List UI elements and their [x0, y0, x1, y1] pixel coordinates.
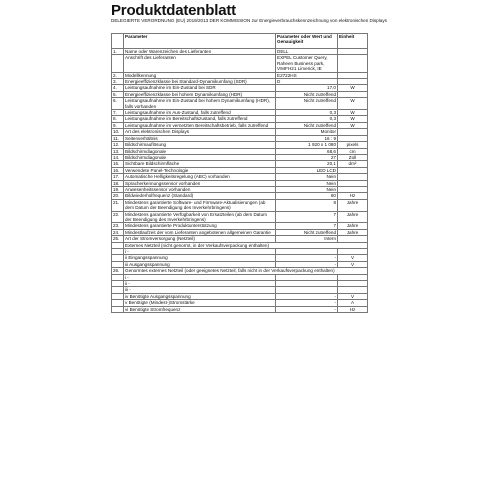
row-unit: W: [338, 110, 368, 116]
row-parameter: Energieeffizienzklasse bei hohem Dynamikumfang (HDR): [124, 91, 276, 97]
row-value: -: [276, 293, 338, 299]
row-unit: W: [338, 116, 368, 122]
row-parameter: Mindestens garantierte Software- und Firmware-Aktualisierungen (ab dem Datum der Beendigung des Inverkehrbringens): [124, 199, 276, 211]
row-unit: Jahre: [338, 229, 368, 235]
row-parameter: Modellkennung: [124, 72, 276, 78]
row-value: 7: [276, 223, 338, 229]
row-parameter: Leistungsaufnahme im vernetzten Bereitschaftsbetrieb, falls zutreffend: [124, 122, 276, 128]
regulation-intro: DELEGIERTE VERORDNUNG (EU) 2019/2013 DER KOMMISSION zur Energieverbrauchskennzeichnung von elektronischen Displays: [111, 18, 387, 23]
row-parameter: iii Ausgangsspannung: [124, 261, 276, 267]
row-parameter: ii -: [124, 281, 276, 287]
row-value: 7: [276, 211, 338, 223]
row-parameter: Bildschirmdiagonale: [124, 154, 276, 160]
row-value: Monitor: [276, 129, 338, 135]
row-number: 20.: [112, 193, 124, 199]
row-number: 19.: [112, 186, 124, 192]
row-value: -: [276, 306, 338, 312]
header-value: Parameter oder Wert und Genauigkeit: [276, 34, 338, 49]
row-value: 0,3: [276, 116, 338, 122]
row-unit: Hz: [338, 193, 368, 199]
header-number: [112, 34, 124, 49]
row-unit: W: [338, 98, 368, 110]
table-row: [112, 116, 368, 122]
table-row: [112, 55, 368, 72]
row-value: EXPEL Customer Query, Raheen Business park, V94FH21 Limerick, IE: [276, 55, 338, 72]
row-number: [112, 55, 124, 72]
row-unit: [338, 55, 368, 72]
page-title: Produktdatenblatt: [111, 2, 236, 19]
table-row: [112, 306, 368, 312]
table-row: [112, 98, 368, 110]
row-number: 10.: [112, 129, 124, 135]
row-value: Nicht zutreffend: [276, 91, 338, 97]
row-unit: V: [338, 293, 368, 299]
row-unit: cm: [338, 148, 368, 154]
row-unit: Jahre: [338, 199, 368, 211]
row-value: -: [276, 300, 338, 306]
datasheet-table: [111, 33, 368, 313]
row-number: 14.: [112, 154, 124, 160]
row-unit: V: [338, 261, 368, 267]
row-parameter: Mindestlaufzeit der vom Lieferanten angebotenen allgemeinen Garantie: [124, 229, 276, 235]
row-number: 26.: [112, 268, 124, 274]
row-value: Nein: [276, 174, 338, 180]
row-number: 21.: [112, 199, 124, 211]
row-parameter: iii -: [124, 287, 276, 293]
row-value: E2722HS: [276, 72, 338, 78]
row-parameter: Genormtes externes Netzteil (oder geeignetes Netzteil, falls nicht in der Verkaufsverpackung enthalten): [124, 268, 368, 274]
row-value: 20,1: [276, 161, 338, 167]
row-number: 6.: [112, 98, 124, 110]
row-unit: W: [338, 122, 368, 128]
row-value: D: [276, 79, 338, 85]
row-unit: Zoll: [338, 154, 368, 160]
row-parameter: Bildschirmauflösung: [124, 142, 276, 148]
row-value: Nicht zutreffend: [276, 122, 338, 128]
row-unit: W: [338, 85, 368, 91]
row-parameter: Seitenverhältnis: [124, 135, 276, 141]
table-row: [112, 211, 368, 223]
row-number: 7.: [112, 110, 124, 116]
row-value: DELL: [276, 49, 338, 55]
row-number: 2.: [112, 72, 124, 78]
row-number: 18.: [112, 180, 124, 186]
row-parameter: iv Benötigte Ausgangsspannung: [124, 293, 276, 299]
row-number: 3.: [112, 79, 124, 85]
row-value: 27: [276, 154, 338, 160]
row-parameter: i -: [124, 274, 276, 280]
row-number: 16.: [112, 167, 124, 173]
row-parameter: Sichtbare Bildschirmfläche: [124, 161, 276, 167]
row-unit: Jahre: [338, 211, 368, 223]
row-parameter: Bildwiederholfrequenz (Standard): [124, 193, 276, 199]
row-number: 22.: [112, 211, 124, 223]
row-unit: Jahre: [338, 223, 368, 229]
table-row: [112, 199, 368, 211]
row-number: 25.: [112, 236, 124, 242]
row-value: 0,3: [276, 110, 338, 116]
row-parameter: ii Eingangsspannung: [124, 255, 276, 261]
row-value: Intern: [276, 236, 338, 242]
row-number: 24.: [112, 229, 124, 235]
row-parameter: Art der Stromversorgung (Netzteil): [124, 236, 276, 242]
row-value: Nicht zutreffend: [276, 98, 338, 110]
table-row: [112, 122, 368, 128]
header-unit: Einheit: [338, 34, 368, 49]
row-parameter: Verwendete Panel-Technologie: [124, 167, 276, 173]
row-number: 12.: [112, 142, 124, 148]
row-value: 60: [276, 193, 338, 199]
row-parameter: Anwesenheitssensor vorhanden: [124, 186, 276, 192]
row-parameter: Leistungsaufnahme im Ein-Zustand bei SDR: [124, 85, 276, 91]
row-value: 17,0: [276, 85, 338, 91]
row-unit: Hz: [338, 306, 368, 312]
row-parameter: Energieeffizienzklasse bei Standard-Dynamikumfang (SDR): [124, 79, 276, 85]
row-number: 23.: [112, 223, 124, 229]
table-row: [112, 268, 368, 274]
row-parameter: Leistungsaufnahme im Bereitschaftszustand, falls zutreffend: [124, 116, 276, 122]
table-row: [112, 229, 368, 235]
row-value: 16 : 9: [276, 135, 338, 141]
row-parameter: Spracherkennungssensor vorhanden: [124, 180, 276, 186]
row-number: 17.: [112, 174, 124, 180]
row-parameter: Externes Netzteil (nicht genormt, in der Verkaufsverpackung enthalten): [124, 242, 368, 248]
row-parameter: Automatische Helligkeitsregelung (ABC) vorhanden: [124, 174, 276, 180]
row-value: 1 920 x 1 080: [276, 142, 338, 148]
row-parameter: i -: [124, 249, 276, 255]
row-number: 5.: [112, 91, 124, 97]
row-unit: A: [338, 300, 368, 306]
row-number: 1.: [112, 49, 124, 55]
row-parameter: vi Benötigte Stromfrequenz: [124, 306, 276, 312]
row-number: 13.: [112, 148, 124, 154]
row-unit: dm²: [338, 161, 368, 167]
row-number: 15.: [112, 161, 124, 167]
row-number: 4.: [112, 85, 124, 91]
row-number: 9.: [112, 122, 124, 128]
row-value: -: [276, 255, 338, 261]
row-parameter: Anschrift des Lieferanten: [124, 55, 276, 72]
table-header-row: [112, 34, 368, 49]
table-row: [112, 91, 368, 97]
row-unit: pixels: [338, 142, 368, 148]
row-value: Nein: [276, 186, 338, 192]
row-value: -: [276, 261, 338, 267]
row-number: 11.: [112, 135, 124, 141]
row-value: 8: [276, 199, 338, 211]
row-value: Nein: [276, 180, 338, 186]
row-parameter: Name oder Warenzeichen des Lieferanten: [124, 49, 276, 55]
row-value: LED LCD: [276, 167, 338, 173]
table-body: [112, 49, 368, 313]
row-parameter: v Benötigte (Mindest-)Stromstärke: [124, 300, 276, 306]
row-number: [112, 306, 124, 312]
row-unit: V: [338, 255, 368, 261]
row-value: Nicht zutreffend: [276, 229, 338, 235]
row-parameter: Art des elektronischen Displays: [124, 129, 276, 135]
row-parameter: Leistungsaufnahme im Ein-Zustand bei hohem Dynamikumfang (HDR), falls vorhanden: [124, 98, 276, 110]
row-parameter: Leistungsaufnahme im Aus-Zustand, falls zutreffend: [124, 110, 276, 116]
row-number: 8.: [112, 116, 124, 122]
header-parameter: Parameter: [124, 34, 276, 49]
row-parameter: Mindestens garantierte Verfügbarkeit von Ersatzteilen (ab dem Datum der Beendigung des Inverkehrbringens): [124, 211, 276, 223]
row-parameter: Mindestens garantierte Produktunterstützung: [124, 223, 276, 229]
row-value: 68,6: [276, 148, 338, 154]
row-parameter: Bildschirmdiagonale: [124, 148, 276, 154]
